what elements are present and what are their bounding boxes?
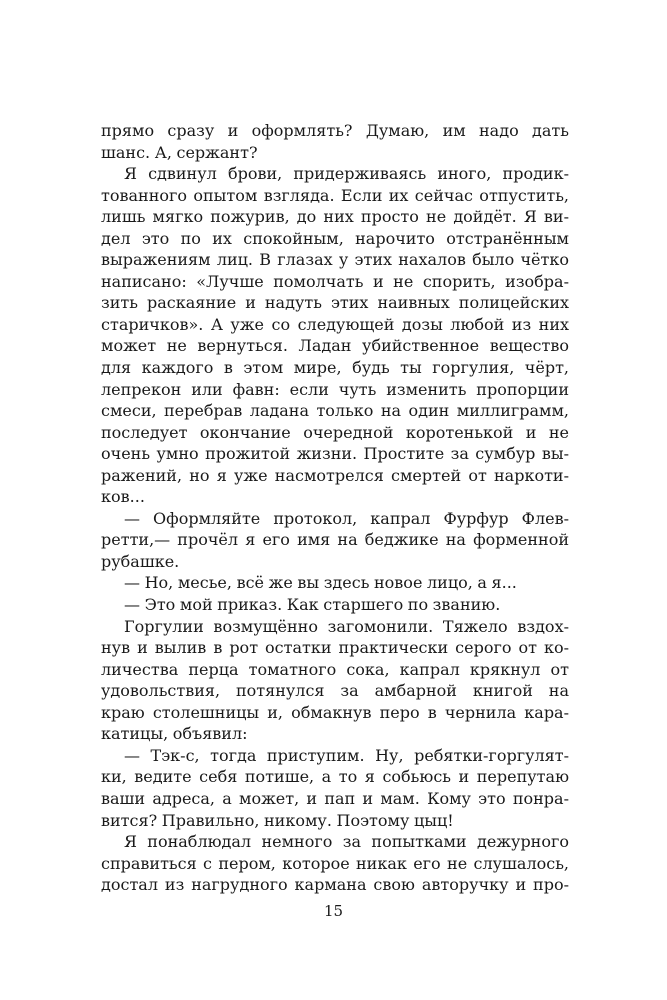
text-line: ретти,— прочёл я его имя на беджике на форменной bbox=[101, 530, 569, 550]
text-line: — Оформляйте протокол, капрал Фурфур Флев- bbox=[124, 508, 569, 528]
text-line: лепрекон или фавн: если чуть изменить пропорции bbox=[101, 379, 569, 399]
text-line: Я сдвинул брови, придерживаясь иного, продик- bbox=[124, 164, 569, 184]
text-line: — Это мой приказ. Как старшего по званию. bbox=[124, 595, 501, 615]
text-line: старичков». А уже со следующей дозы любой из них bbox=[101, 314, 569, 334]
text-line: ки, ведите себя потише, а то я собьюсь и перепутаю bbox=[101, 767, 569, 787]
text-line: рубашке. bbox=[101, 551, 180, 571]
text-line: зить раскаяние и надуть этих наивных полицейских bbox=[101, 293, 569, 313]
text-line: может не вернуться. Ладан убийственное вещество bbox=[101, 336, 569, 356]
text-line: шанс. А, сержант? bbox=[101, 142, 258, 162]
text-line: ражений, но я уже насмотрелся смертей от наркоти- bbox=[101, 465, 569, 485]
text-line: ваши адреса, а может, и пап и мам. Кому это понра- bbox=[101, 788, 569, 808]
text-line: — Тэк-с, тогда приступим. Ну, ребятки-горгулят- bbox=[124, 745, 569, 765]
text-line: справиться с пером, которое никак его не слушалось, bbox=[101, 853, 569, 873]
body-text bbox=[101, 120, 569, 896]
page-number: 15 bbox=[323, 902, 344, 920]
text-line: последует окончание очередной коротенькой и не bbox=[101, 422, 569, 442]
text-line: достал из нагрудного кармана свою авторучку и про- bbox=[101, 875, 569, 895]
text-line: дел это по их спокойным, нарочито отстранённым bbox=[101, 228, 569, 248]
text-line: лишь мягко пожурив, до них просто не дойдёт. Я ви- bbox=[101, 207, 569, 227]
text-line: нув и вылив в рот остатки практически серого от ко- bbox=[101, 638, 569, 658]
text-line: краю столешницы и, обмакнув перо в чернила кара- bbox=[101, 702, 569, 722]
text-line: прямо сразу и оформлять? Думаю, им надо дать bbox=[101, 121, 569, 140]
text-line: Горгулии возмущённо загомонили. Тяжело вздох- bbox=[124, 616, 569, 636]
text-line: написано: «Лучше помолчать и не спорить, изобра- bbox=[101, 271, 569, 291]
text-line: ков... bbox=[101, 487, 145, 507]
text-line: вится? Правильно, никому. Поэтому цыц! bbox=[101, 810, 454, 830]
text-line: выражениям лиц. В глазах у этих нахалов было чётко bbox=[101, 250, 569, 270]
text-line: удовольствия, потянулся за амбарной книгой на bbox=[101, 681, 569, 701]
text-line: тованного опытом взгляда. Если их сейчас отпустить, bbox=[101, 185, 569, 205]
text-line: катицы, объявил: bbox=[101, 724, 248, 744]
text-line: очень умно прожитой жизни. Простите за сумбур вы- bbox=[101, 444, 569, 464]
text-line: личества перца томатного сока, капрал крякнул от bbox=[101, 659, 569, 679]
text-line: Я понаблюдал немного за попытками дежурного bbox=[124, 832, 569, 852]
text-line: для каждого в этом мире, будь ты горгулия, чёрт, bbox=[101, 358, 569, 378]
text-line: смеси, перебрав ладана только на один миллиграмм, bbox=[101, 401, 569, 421]
text-line: — Но, месье, всё же вы здесь новое лицо, а я... bbox=[124, 573, 517, 593]
